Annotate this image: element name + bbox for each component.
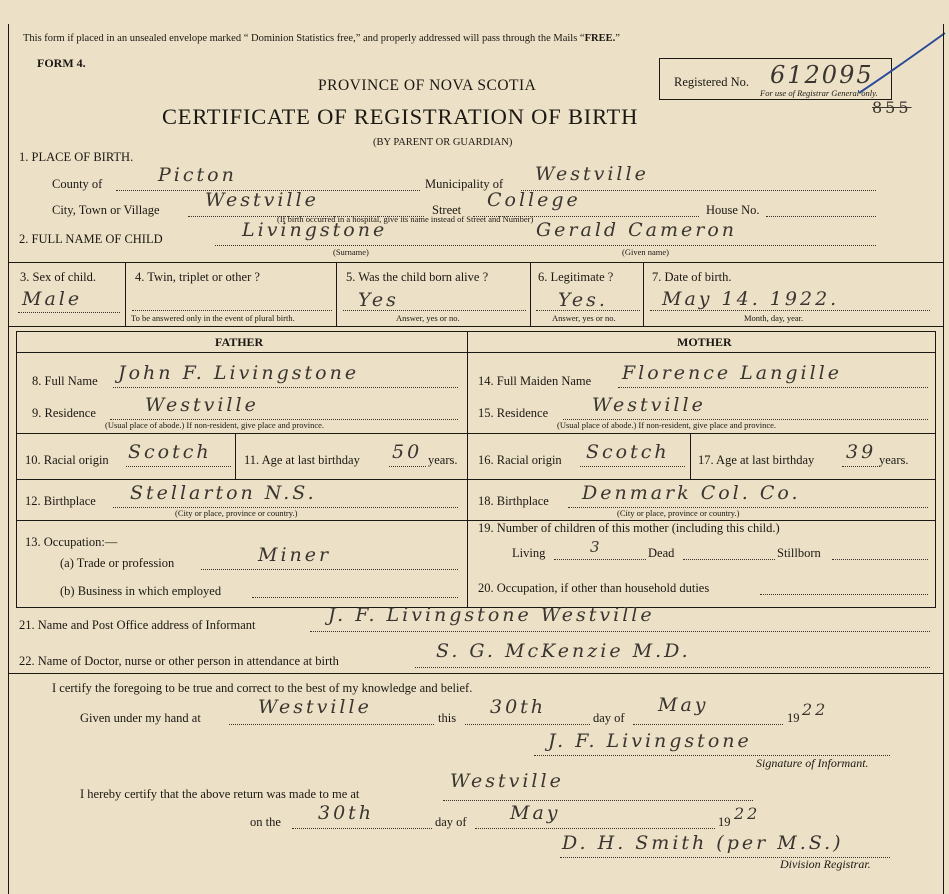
registrar-day: 30th [318,802,375,824]
sex-value: Male [22,288,83,310]
informant-label: 21. Name and Post Office address of Informant [19,618,256,632]
father-racial: Scotch [128,441,212,463]
registered-note: For use of Registrar General only. [760,88,878,98]
dayof-label: day of [593,711,625,725]
date-note: Month, day, year. [744,313,804,323]
mother-heading: MOTHER [677,335,732,349]
registered-number: 612095 [770,61,874,89]
rule-mid1 [16,433,935,434]
mother-name-line [618,387,928,388]
hospital-note: (If birth occurred in a hospital, give its name instead of Street and Number) [277,214,534,224]
border-right [943,24,944,894]
mother-residence-label: 15. Residence [478,406,549,420]
trade-line [201,569,458,570]
dead-line [683,559,775,560]
registrar-text: I hereby certify that the above return was made to me at [80,787,360,801]
this-label: this [438,711,457,725]
mother-racial-label: 16. Racial origin [478,453,562,467]
twin-line [132,310,332,311]
rule-certify [8,673,943,674]
registrar-month: May [510,802,561,824]
alive-label: 5. Was the child born alive ? [346,270,489,284]
children-label: 19. Number of children of this mother (including this child.) [478,521,780,535]
mother-age-line [842,466,880,467]
mother-occupation-label: 20. Occupation, if other than household duties [478,581,710,595]
twin-note: To be answered only in the event of plural birth. [131,313,295,323]
mail-notice-free: FREE. [584,33,616,44]
child-name-line [215,245,876,246]
business-label: (b) Business in which employed [60,584,222,598]
city-value: Westville [205,189,319,211]
occupation-label: 13. Occupation:— [25,535,118,549]
certificate-subtitle: (BY PARENT OR GUARDIAN) [373,137,513,148]
county-value: Picton [158,164,237,186]
rule-v4 [643,262,644,326]
informant-signature: J. F. Livingstone [548,730,752,752]
father-name-line [113,387,458,388]
business-line [252,597,458,598]
trade-label: (a) Trade or profession [60,556,175,570]
blue-pen-mark [855,25,949,100]
doctor-line [415,667,930,668]
given-month-line [633,724,783,725]
father-birthplace: Stellarton N.S. [130,482,317,504]
mail-notice-text: This form if placed in an unsealed envelope marked “ Dominion Statistics free,” and properly addressed will pass through the Mails “ [23,33,585,44]
date-line [650,310,930,311]
given-place: Westville [258,696,372,718]
registrar-signature: D. H. Smith (per M.S.) [562,832,844,854]
registrar-dayof-label: day of [435,815,467,829]
informant-value: J. F. Livingstone Westville [328,604,655,626]
place-of-birth-heading: 1. PLACE OF BIRTH. [19,150,134,164]
doctor-value: S. G. McKenzie M.D. [436,640,691,662]
given-year-prefix: 19 [787,711,800,725]
sex-label: 3. Sex of child. [20,270,97,284]
rule-mother-age [690,433,691,479]
child-name-label: 2. FULL NAME OF CHILD [19,232,163,246]
legitimate-value: Yes. [558,289,608,311]
given-month: May [658,694,709,716]
stamp-number: 855 [872,98,912,117]
rule-row3-inner [16,331,935,332]
father-racial-line [126,466,231,467]
father-name: John F. Livingstone [118,362,360,384]
given-name-note: (Given name) [622,247,669,257]
border-left [8,24,9,894]
informant-signature-label: Signature of Informant. [756,756,869,770]
rule-v3 [530,262,531,326]
legitimate-label: 6. Legitimate ? [538,270,614,284]
registrar-day-line [292,828,432,829]
registrar-place: Westville [450,770,564,792]
registrar-month-line [475,828,715,829]
father-residence: Westville [145,394,259,416]
mail-notice: This form if placed in an unsealed envelope marked “ Dominion Statistics free,” and properly addressed will pass through the Mails “FREE.” [23,33,620,44]
rule-middle [467,331,468,608]
alive-value: Yes [358,289,399,311]
sex-line [18,312,120,313]
province-title: PROVINCE OF NOVA SCOTIA [318,77,537,94]
rule-right [935,331,936,608]
street-value: College [487,189,581,211]
mother-name-label: 14. Full Maiden Name [478,374,592,388]
date-value: May 14. 1922. [662,288,840,310]
father-years: years. [428,453,458,467]
street-label: Street [432,203,462,217]
father-age: 50 [392,441,423,463]
city-label: City, Town or Village [52,203,160,217]
father-birthplace-label: 12. Birthplace [25,494,96,508]
child-surname: Livingstone [242,219,388,241]
rule-v2 [336,262,337,326]
father-heading: FATHER [215,335,264,349]
registrar-signature-label: Division Registrar. [780,857,871,871]
dead-label: Dead [648,546,675,560]
living-value: 3 [590,538,603,556]
form-number: FORM 4. [37,56,86,70]
given-day: 30th [490,696,547,718]
rule-mid2 [16,479,935,480]
father-age-line [389,466,426,467]
alive-note: Answer, yes or no. [396,313,460,323]
mother-age: 39 [846,441,877,463]
given-day-line [465,724,590,725]
father-residence-label: 9. Residence [32,406,96,420]
mother-birthplace: Denmark Col. Co. [582,482,801,504]
mother-occupation-line [760,594,928,595]
municipality-label: Municipality of [425,177,504,191]
stillborn-label: Stillborn [777,546,821,560]
mother-residence: Westville [592,394,706,416]
father-residence-note: (Usual place of abode.) If non-resident, give place and province. [105,420,325,430]
house-line [766,216,876,217]
rule-top [8,262,943,263]
living-line [554,559,646,560]
mother-years: years. [879,453,909,467]
registrar-year-prefix: 19 [718,815,731,829]
given-label: Given under my hand at [80,711,201,725]
mother-name: Florence Langille [622,362,843,384]
given-place-line [229,724,434,725]
mother-racial-line [580,466,685,467]
given-year: 22 [802,700,829,719]
mother-residence-note: (Usual place of abode.) If non-resident, give place and province. [557,420,777,430]
registrar-year: 22 [734,804,761,823]
certify-text: I certify the foregoing to be true and correct to the best of my knowledge and belief. [52,681,473,695]
father-birthplace-note: (City or place, province or country.) [175,508,298,518]
twin-label: 4. Twin, triplet or other ? [135,270,260,284]
on-label: on the [250,815,281,829]
alive-line [343,310,526,311]
legitimate-note: Answer, yes or no. [552,313,616,323]
trade-value: Miner [258,544,332,566]
mother-birthplace-label: 18. Birthplace [478,494,549,508]
father-racial-label: 10. Racial origin [25,453,109,467]
registered-label: Registered No. [674,75,749,89]
father-name-label: 8. Full Name [32,374,98,388]
mother-birthplace-note: (City or place, province or country.) [617,508,740,518]
father-age-label: 11. Age at last birthday [244,453,360,467]
mother-age-label: 17. Age at last birthday [698,453,815,467]
stillborn-line [832,559,928,560]
legitimate-line [536,310,640,311]
surname-note: (Surname) [333,247,369,257]
house-label: House No. [706,203,760,217]
living-label: Living [512,546,546,560]
rule-father-age [235,433,236,479]
registrar-place-line [443,800,753,801]
county-label: County of [52,177,103,191]
municipality-value: Westville [535,163,649,185]
date-label: 7. Date of birth. [652,270,732,284]
informant-line [310,631,930,632]
child-given-name: Gerald Cameron [536,219,737,241]
rule-heading [16,352,935,353]
certificate-title: CERTIFICATE OF REGISTRATION OF BIRTH [162,104,639,129]
rule-v1 [125,262,126,326]
rule-row3 [8,326,943,327]
mother-racial: Scotch [586,441,670,463]
rule-mid3 [16,520,935,521]
rule-left [16,331,17,608]
doctor-label: 22. Name of Doctor, nurse or other person in attendance at birth [19,654,339,668]
